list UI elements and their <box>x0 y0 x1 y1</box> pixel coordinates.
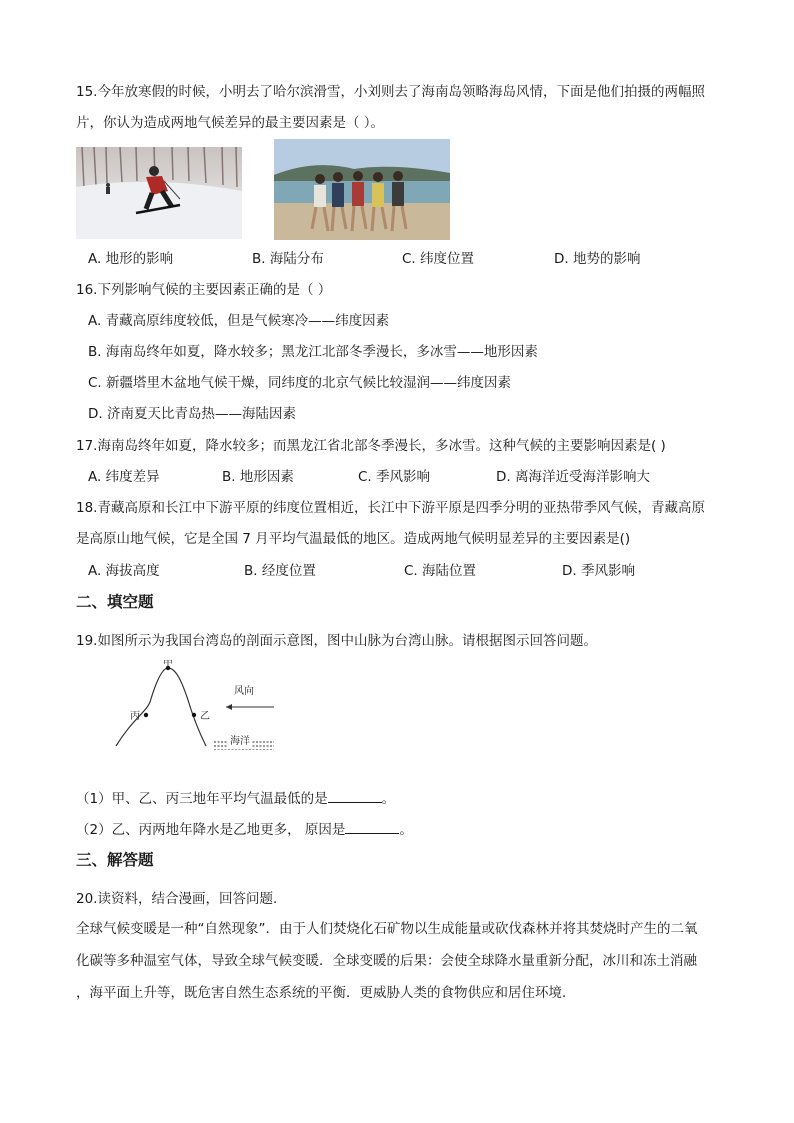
q15-option-c[interactable]: C. 纬度位置 <box>402 251 475 267</box>
q17-option-a[interactable]: A. 纬度差异 <box>88 469 160 485</box>
q19-sub2-end: 。 <box>399 822 413 838</box>
q19-stem: 19.如图所示为我国台湾岛的剖面示意图，图中山脉为台湾山脉。请根据图示回答问题。 <box>76 633 597 649</box>
q17-option-b[interactable]: B. 地形因素 <box>222 469 294 485</box>
q20-para-line3: ，海平面上升等，既危害自然生态系统的平衡．更威胁人类的食物供应和居住环境． <box>76 985 576 1001</box>
q15-stem-line2: 片，你认为造成两地气候差异的最主要因素是（ ）。 <box>76 115 385 131</box>
label-jia: 甲 <box>163 660 173 669</box>
q15-option-a[interactable]: A. 地形的影响 <box>88 251 174 267</box>
ski-photo <box>76 147 242 239</box>
q19-sub2-blank[interactable] <box>345 819 399 834</box>
q17-option-c[interactable]: C. 季风影响 <box>358 469 431 485</box>
q18-stem-line1: 18.青藏高原和长江中下游平原的纬度位置相近，长江中下游平原是四季分明的亚热带季风气候，青藏高原 <box>76 500 705 516</box>
q16-option-b[interactable]: B. 海南岛终年如夏，降水较多；黑龙江北部冬季漫长，多冰雪——地形因素 <box>88 344 538 360</box>
q17-stem: 17.海南岛终年如夏，降水较多；而黑龙江省北部冬季漫长，多冰雪。这种气候的主要影响因素是( ) <box>76 438 666 454</box>
section-title-answer: 三、解答题 <box>76 851 154 869</box>
q18-option-d[interactable]: D. 季风影响 <box>562 563 635 579</box>
point-bing <box>144 713 148 717</box>
wind-arrow-head <box>226 704 232 710</box>
section-title-fill-in: 二、填空题 <box>76 593 154 611</box>
q17-option-d[interactable]: D. 离海洋近受海洋影响大 <box>496 469 650 485</box>
q16-stem: 16.下列影响气候的主要因素正确的是（ ） <box>76 282 332 298</box>
q19-sub1-text: （1）甲、乙、丙三地年平均气温最低的是 <box>76 791 328 807</box>
q19-sub1-blank[interactable] <box>328 788 382 803</box>
label-wind: 风向 <box>234 686 254 697</box>
q20-stem: 20.读资料，结合漫画，回答问题． <box>76 891 287 907</box>
label-yi: 乙 <box>200 711 210 722</box>
q18-option-c[interactable]: C. 海陆位置 <box>404 563 477 579</box>
mountain-profile <box>116 668 206 746</box>
label-bing: 丙 <box>130 711 140 722</box>
label-ocean: 海洋 <box>230 736 250 747</box>
q16-option-d[interactable]: D. 济南夏天比青岛热——海陆因素 <box>88 406 296 422</box>
q18-stem-line2: 是高原山地气候，它是全国 7 月平均气温最低的地区。造成两地气候明显差异的主要因素是() <box>76 531 631 547</box>
q15-option-b[interactable]: B. 海陆分布 <box>252 251 324 267</box>
q19-sub2 <box>76 819 413 840</box>
beach-photo <box>274 139 450 240</box>
q20-para-line2: 化碳等多种温室气体，导致全球气候变暖．全球变暖的后果：会使全球降水量重新分配，冰川和冻土消融 <box>76 953 697 969</box>
q19-sub2-text: （2）乙、丙两地年降水是乙地更多， 原因是 <box>76 822 346 838</box>
q18-option-a[interactable]: A. 海拔高度 <box>88 563 160 579</box>
point-yi <box>192 713 196 717</box>
q16-option-a[interactable]: A. 青藏高原纬度较低，但是气候寒冷——纬度因素 <box>88 313 390 329</box>
q16-option-c[interactable]: C. 新疆塔里木盆地气候干燥，同纬度的北京气候比较湿润——纬度因素 <box>88 375 512 391</box>
q15-option-d[interactable]: D. 地势的影响 <box>554 251 641 267</box>
q20-para-line1: 全球气候变暖是一种“自然现象”．由于人们焚烧化石矿物以生成能量或砍伐森林并将其焚烧时产生的二氧 <box>76 921 698 937</box>
q18-option-b[interactable]: B. 经度位置 <box>244 563 316 579</box>
taiwan-profile-diagram <box>110 660 290 754</box>
q19-sub1 <box>76 788 395 809</box>
q19-sub1-end: 。 <box>381 791 396 807</box>
q15-stem-line1: 15.今年放寒假的时候，小明去了哈尔滨滑雪，小刘则去了海南岛领略海岛风情，下面是他们拍摄的两幅照 <box>76 84 705 100</box>
